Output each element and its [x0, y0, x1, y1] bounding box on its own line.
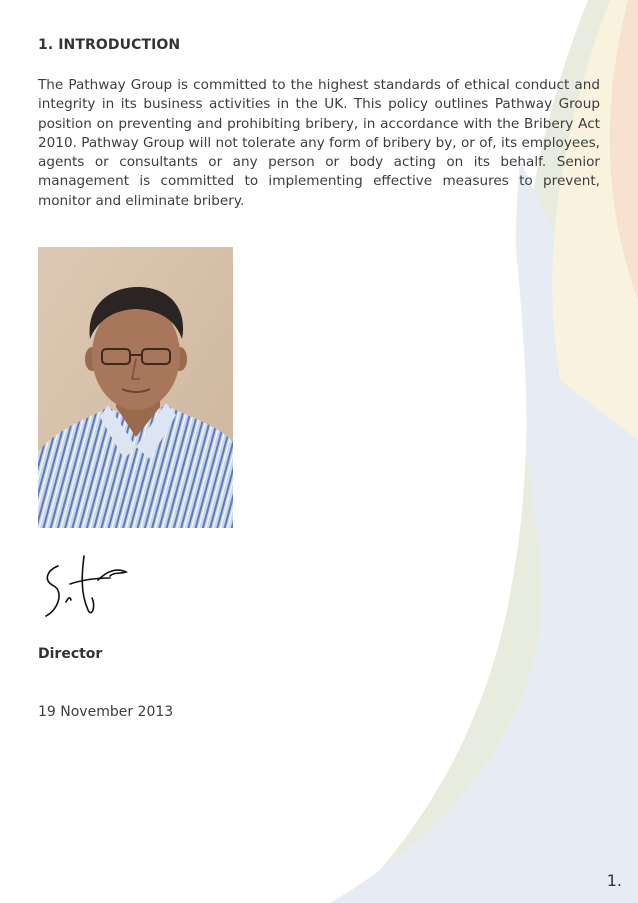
director-signature [36, 552, 136, 624]
page-number: 1. [606, 871, 622, 890]
document-date: 19 November 2013 [38, 704, 174, 720]
introduction-paragraph: The Pathway Group is committed to the highest standards of ethical conduct and integrity in its business activities in the UK. This policy outlines Pathway Group position on preventing and prohibiting bribery, in accordance with the Bribery Act 2010. Pathway Group will not tolerate any form of bribery by, or of, its employees, agents or consultants or any person or body acting on its behalf. Senior management is committed to implementing effective measures to prevent, monitor and eliminate bribery. [38, 77, 600, 209]
section-heading: 1. INTRODUCTION [38, 37, 181, 53]
signatory-role: Director [38, 646, 103, 662]
director-portrait-photo [38, 247, 233, 528]
